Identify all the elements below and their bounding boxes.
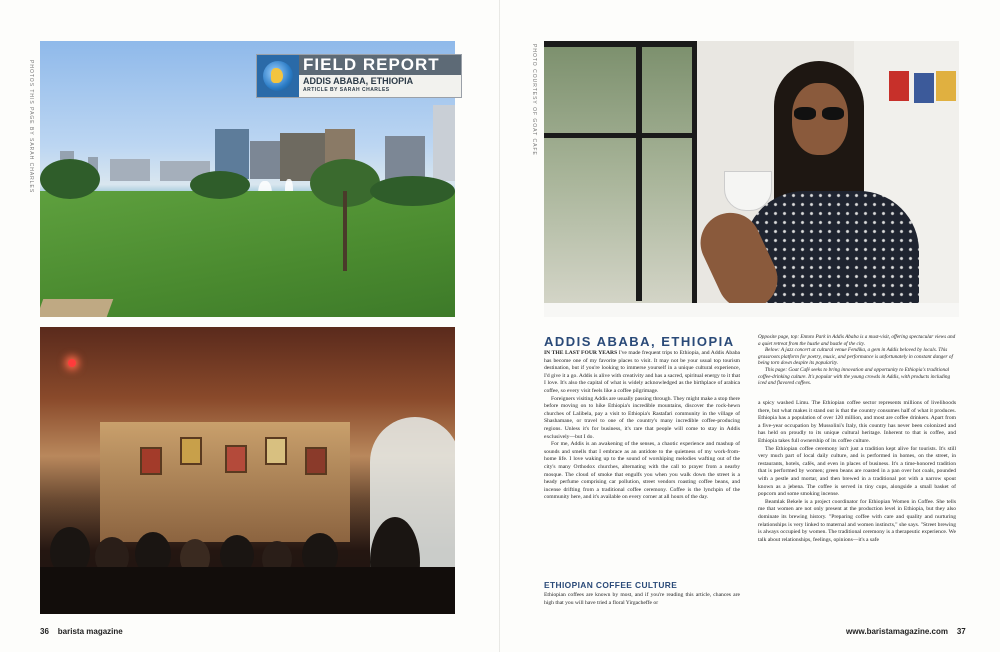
badge-title: FIELD REPORT <box>299 55 461 75</box>
article-column-1: IN THE LAST FOUR YEARS I've made frequent trips to Ethiopia, and Addis Ababa has become one of my favorite places to visit. It may not be your usual top tourism destination, but if you're looking to immerse yourself in a unique cultural experience, I'd give it a go. Addis is alive with creativity and has a sacred, spiritual energy to it that I love. It's also the capital of what is widely acknowledged as the birthplace of arabica coffee, so every visit feels like a coffee pilgrimage. Foreigners visiting Addis are usually passing through. They might make a stop there before moving on to hike Ethiopia's incredible mountains, discover the rock-hewn churches of Lalibela, pay a visit to Ethiopia's Rastafari community in the village of Shashamane, or travel to one of the country's many incredible coffee-producing regions. Unless it's for business, it's rare that people will come to stay in Addis exclusively—but I do. For me, Addis is an awakening of the senses, a chaotic experience and mashup of sounds and smells that I embrace as an antidote to the quietness of my work-from-home life. I love waking up to the sound of worshiping melodies wafting out of the city's many Orthodox churches, alternating with the call to prayer from a nearby mosque. The cloud of smoke that engulfs you when you walk down the street is a heady perfume comprising car pollution, street vendors roasting coffee beans, and incense drifting from a traditional coffee ceremony. Coffee is the lynchpin of the community here, and it's available on every corner at all hours of the day. <box>544 350 740 501</box>
page-number-right: www.baristamagazine.com 37 <box>846 627 966 636</box>
caption: This page: Goat Café seeks to bring innovation and opportunity to Ethiopia's traditional coffee-drinking culture. It's popular with the young crowds in Addis, with products including iced and flavored coffees. <box>758 366 951 387</box>
badge-location: ADDIS ABABA, ETHIOPIA <box>303 76 414 86</box>
photo-credit: PHOTOS THIS PAGE BY SARAH CHARLES <box>28 60 34 194</box>
photo-captions <box>758 334 956 387</box>
concert-photo <box>40 327 455 614</box>
article-headline: ADDIS ABABA, ETHIOPIA <box>544 334 735 349</box>
field-report-badge <box>256 54 462 98</box>
article-column-1-continued: Ethiopian coffees are known by most, and if you're reading this article, chances are high that you will have tried a floral Yirgacheffe or <box>544 592 740 606</box>
coffee-cafe-photo <box>544 41 959 317</box>
paragraph: For me, Addis is an awakening of the senses, a chaotic experience and mashup of sounds and smells that I embrace as an antidote to the quietness of my work-from-home life. I love waking up to the sound of worshiping melodies wafting out of the city's many Orthodox churches, alternating with the call to prayer from a nearby mosque. The cloud of smoke that engulfs you when you walk down the street is a heady perfume comprising car pollution, street vendors roasting coffee beans, and incense drifting from a traditional coffee ceremony. Coffee is the lynchpin of the community here, and it's available on every corner at all hours of the day. <box>544 441 740 501</box>
badge-byline: ARTICLE BY SARAH CHARLES <box>303 87 390 93</box>
article-column-2: a spicy washed Limu. The Ethiopian coffee sector represents millions of livelihoods there, but what makes it stand out is that the country consumes half of what it produces. Ethiopia has a population of over 120 million, and most are coffee drinkers. Apart from a five-year occupation by Mussolini's Italy, this country has never been colonized and has held on proudly to its unique cultural heritage. Inherent to that is coffee, and Ethiopia takes full ownership of its coffee culture. The Ethiopian coffee ceremony isn't just a tradition kept alive for tourists. It's still very much part of local daily culture, and is performed in homes, on the street, in restaurants, hotels, cafés, and even in places of business. It's a time-honored tradition that is performed by women; green beans are roasted in a pan over hot coals, pounded with a pestle and mortar, and then brewed in a traditional pot with a narrow spout known as a jebena. The coffee is served in tiny cups, alongside a small basket of popcorn and some smoking incense. Beamlak Bekele is a project coordinator for Ethiopian Women in Coffee. She tells me that women are not only present at the production level in Ethiopia, but they also dominate its brewing history. "Preparing coffee with care and quality and nurturing relationships is very linked to maternal and women instincts," she says. "Street brewing is always occupied by women. The traditional ceremony is a therapeutic experience. We talk about relationships, feelings, opinions—it's a safe <box>758 400 956 543</box>
paragraph: The Ethiopian coffee ceremony isn't just a tradition kept alive for tourists. It's still very much part of local daily culture, and is performed in homes, on the street, in restaurants, hotels, cafés, and even in places of business. It's a time-honored tradition that is performed by women; green beans are roasted in a pan over hot coals, pounded with a pestle and mortar, and then brewed in a traditional pot with a narrow spout known as a jebena. The coffee is served in tiny cups, alongside a small basket of popcorn and some smoking incense. <box>758 445 956 498</box>
magazine-name: barista magazine <box>57 627 123 636</box>
lede: IN THE LAST FOUR YEARS <box>544 350 618 356</box>
caption: Below: A jazz concert at cultural venue Fendika, a gem in Addis beloved by locals. This grassroots platform for poetry, music, and performance is unfortunately in constant danger of being torn down despite its popularity. <box>758 347 953 367</box>
magazine-url: www.baristamagazine.com <box>846 627 948 636</box>
coffee-cup <box>724 171 772 211</box>
photo-credit: PHOTO COURTESY OF GOAT CAFE <box>531 44 537 156</box>
paragraph: Beamlak Bekele is a project coordinator for Ethiopian Women in Coffee. She tells me that women are not only present at the production level in Ethiopia, but they also dominate its brewing history. "Preparing coffee with care and quality and nurturing relationships is very linked to maternal and women instincts," she says. "Street brewing is always occupied by women. The traditional ceremony is a therapeutic experience. We talk about relationships, feelings, opinions—it's a safe <box>758 498 956 543</box>
caption: Opposite page, top: Entoto Park in Addis Ababa is a must-visit, offering spectacular views and a quiet retreat from the hustle and bustle of the city. <box>758 334 956 347</box>
globe-icon <box>257 55 299 97</box>
paragraph: Foreigners visiting Addis are usually passing through. They might make a stop there before moving on to hike Ethiopia's incredible mountains, discover the rock-hewn churches of Lalibela, pay a visit to Ethiopia's Rastafari community in the village of Shashamane, or travel to one of the country's many incredible coffee-producing regions. Unless it's for business, it's rare that people will come to stay in Addis exclusively—but I do. <box>544 395 740 440</box>
page-number-left: 36 barista magazine <box>40 627 123 636</box>
section-subhead: ETHIOPIAN COFFEE CULTURE <box>544 580 678 590</box>
